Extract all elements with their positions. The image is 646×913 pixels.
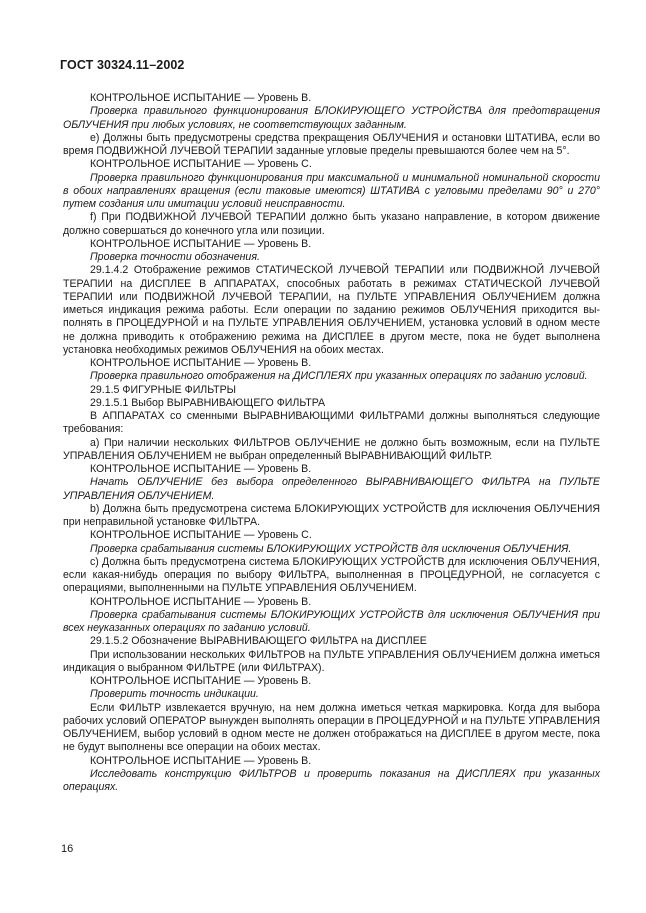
paragraph: 29.1.4.2 Отображение режимов СТАТИЧЕСКОЙ ЛУЧЕВОЙ ТЕРАПИИ или ПОДВИЖНОЙ ЛУЧЕВОЙ ТЕРАПИИ на ДИСПЛЕЕ В АППАРАТАХ, способных работать в режимах СТАТИЧЕСКОЙ ЛУЧЕВОЙ ТЕРАПИИ или ПОДВИЖНОЙ ЛУЧЕВОЙ ТЕРАПИИ, на ПУЛЬТЕ УПРАВЛЕНИЯ ОБЛУЧЕНИЕМ должна иметься индикация режима работы. Если операции по заданию режимов ОБЛУЧЕНИЯ приходится выполнять в ПРОЦЕДУРНОЙ и на ПУЛЬТЕ УПРАВЛЕНИЯ ОБЛУЧЕНИЕМ, установка условий в одном месте не должна приводить к отображению режима на ДИСПЛЕЕ в другом месте, пока не будет выполнена установка необходимых режимов ОБЛУЧЕНИЯ на обоих местах. <box>63 264 600 356</box>
paragraph: Проверка срабатывания системы БЛОКИРУЮЩИХ УСТРОЙСТВ для исключения ОБЛУЧЕНИЯ при всех неуказанных операциях по заданию условий. <box>63 608 600 634</box>
paragraph: Если ФИЛЬТР извлекается вручную, на нем должна иметься четкая маркировка. Когда для выбора рабочих условий ОПЕРАТОР вынужден выполнять операции в ПРОЦЕДУРНОЙ и на ПУЛЬТЕ УПРАВЛЕНИЯ ОБЛУЧЕНИЕМ, выбор условий в одном месте не должен отображаться на ДИСПЛЕЕ в другом месте, пока не будут выполнены все операции на обоих местах. <box>63 701 600 754</box>
standard-header: ГОСТ 30324.11–2002 <box>60 58 185 72</box>
paragraph: Исследовать конструкцию ФИЛЬТРОВ и проверить показания на ДИСПЛЕЯХ при указанных операциях. <box>63 767 600 793</box>
paragraph: В АППАРАТАХ со сменными ВЫРАВНИВАЮЩИМИ ФИЛЬТРАМИ должны выполняться следующие требования: <box>63 410 600 436</box>
paragraph: b) Должна быть предусмотрена система БЛОКИРУЮЩИХ УСТРОЙСТВ для исключения ОБЛУЧЕНИЯ при неправильной установке ФИЛЬТРА. <box>63 502 600 528</box>
paragraph: Проверка точности обозначения. <box>90 251 260 263</box>
paragraph: КОНТРОЛЬНОЕ ИСПЫТАНИЕ — Уровень В. <box>90 92 312 104</box>
paragraph: Проверка правильного отображения на ДИСПЛЕЯХ при указанных операциях по заданию условий. <box>90 370 588 383</box>
paragraph: f) При ПОДВИЖНОЙ ЛУЧЕВОЙ ТЕРАПИИ должно быть указано направление, в котором движение должно совершаться до конечного угла или позиции. <box>63 211 600 237</box>
paragraph: КОНТРОЛЬНОЕ ИСПЫТАНИЕ — Уровень В. <box>90 595 312 608</box>
page-number: 16 <box>61 843 74 855</box>
section-heading: 29.1.5 ФИГУРНЫЕ ФИЛЬТРЫ <box>90 383 237 396</box>
paragraph: КОНТРОЛЬНОЕ ИСПЫТАНИЕ — Уровень С. <box>90 158 312 171</box>
paragraph: КОНТРОЛЬНОЕ ИСПЫТАНИЕ — Уровень В. <box>90 357 312 369</box>
paragraph: КОНТРОЛЬНОЕ ИСПЫТАНИЕ — Уровень В. <box>90 675 312 687</box>
paragraph: Проверка правильного функционирования при максимальной и минимальной номинальной скорости в обоих направлениях вращения (если таковые имеются) ШТАТИВА с угловыми пределами 90° и 270° путем создания или имитации условий неисправности. <box>63 171 600 210</box>
paragraph: c) Должна быть предусмотрена система БЛОКИРУЮЩИХ УСТРОЙСТВ для исключения ОБЛУЧЕНИЯ, если какая-нибудь операция по выбору ФИЛЬТРА, выполненная в ПРОЦЕДУРНОЙ, не согласуется с операциями, выполненными на ПУЛЬТЕ УПРАВЛЕНИЯ ОБЛУЧЕНИЕМ. <box>63 555 600 595</box>
paragraph: Проверка правильного функционирования БЛОКИРУЮЩЕГО УСТРОЙСТВА для предотвращения ОБЛУЧЕНИЯ при любых условиях, не соответствующих заданным. <box>63 105 600 131</box>
paragraph: Проверка срабатывания системы БЛОКИРУЮЩИХ УСТРОЙСТВ для исключения ОБЛУЧЕНИЯ. <box>90 542 572 555</box>
paragraph: Начать ОБЛУЧЕНИЕ без выбора определенного ВЫРАВНИВАЮЩЕГО ФИЛЬТРА на ПУЛЬТЕ УПРАВЛЕНИЯ ОБЛУЧЕНИЕМ. <box>63 476 600 502</box>
paragraph: КОНТРОЛЬНОЕ ИСПЫТАНИЕ — Уровень В. <box>90 237 312 250</box>
document-body <box>63 92 600 794</box>
paragraph: КОНТРОЛЬНОЕ ИСПЫТАНИЕ — Уровень В. <box>90 463 312 475</box>
subsection-heading: 29.1.5.2 Обозначение ВЫРАВНИВАЮЩЕГО ФИЛЬТРА на ДИСПЛЕЕ <box>90 635 427 648</box>
paragraph: e) Должны быть предусмотрены средства прекращения ОБЛУЧЕНИЯ и остановки ШТАТИВА, если во время ПОДВИЖНОЙ ЛУЧЕВОЙ ТЕРАПИИ заданные угловые пределы превышаются более чем на 5°. <box>63 131 600 157</box>
paragraph: Проверить точность индикации. <box>90 688 259 701</box>
paragraph: a) При наличии нескольких ФИЛЬТРОВ ОБЛУЧЕНИЕ не должно быть возможным, если на ПУЛЬТЕ УПРАВЛЕНИЯ ОБЛУЧЕНИЕМ не выбран определенный ВЫРАВНИВАЮЩИЙ ФИЛЬТР. <box>63 436 600 462</box>
paragraph: КОНТРОЛЬНОЕ ИСПЫТАНИЕ — Уровень В. <box>90 754 312 767</box>
paragraph: При использовании нескольких ФИЛЬТРОВ на ПУЛЬТЕ УПРАВЛЕНИЯ ОБЛУЧЕНИЕМ должна иметься индикация о выбранном ФИЛЬТРЕ (или ФИЛЬТРАХ). <box>63 648 600 674</box>
paragraph: КОНТРОЛЬНОЕ ИСПЫТАНИЕ — Уровень С. <box>90 529 312 542</box>
subsection-heading: 29.1.5.1 Выбор ВЫРАВНИВАЮЩЕГО ФИЛЬТРА <box>90 396 326 409</box>
